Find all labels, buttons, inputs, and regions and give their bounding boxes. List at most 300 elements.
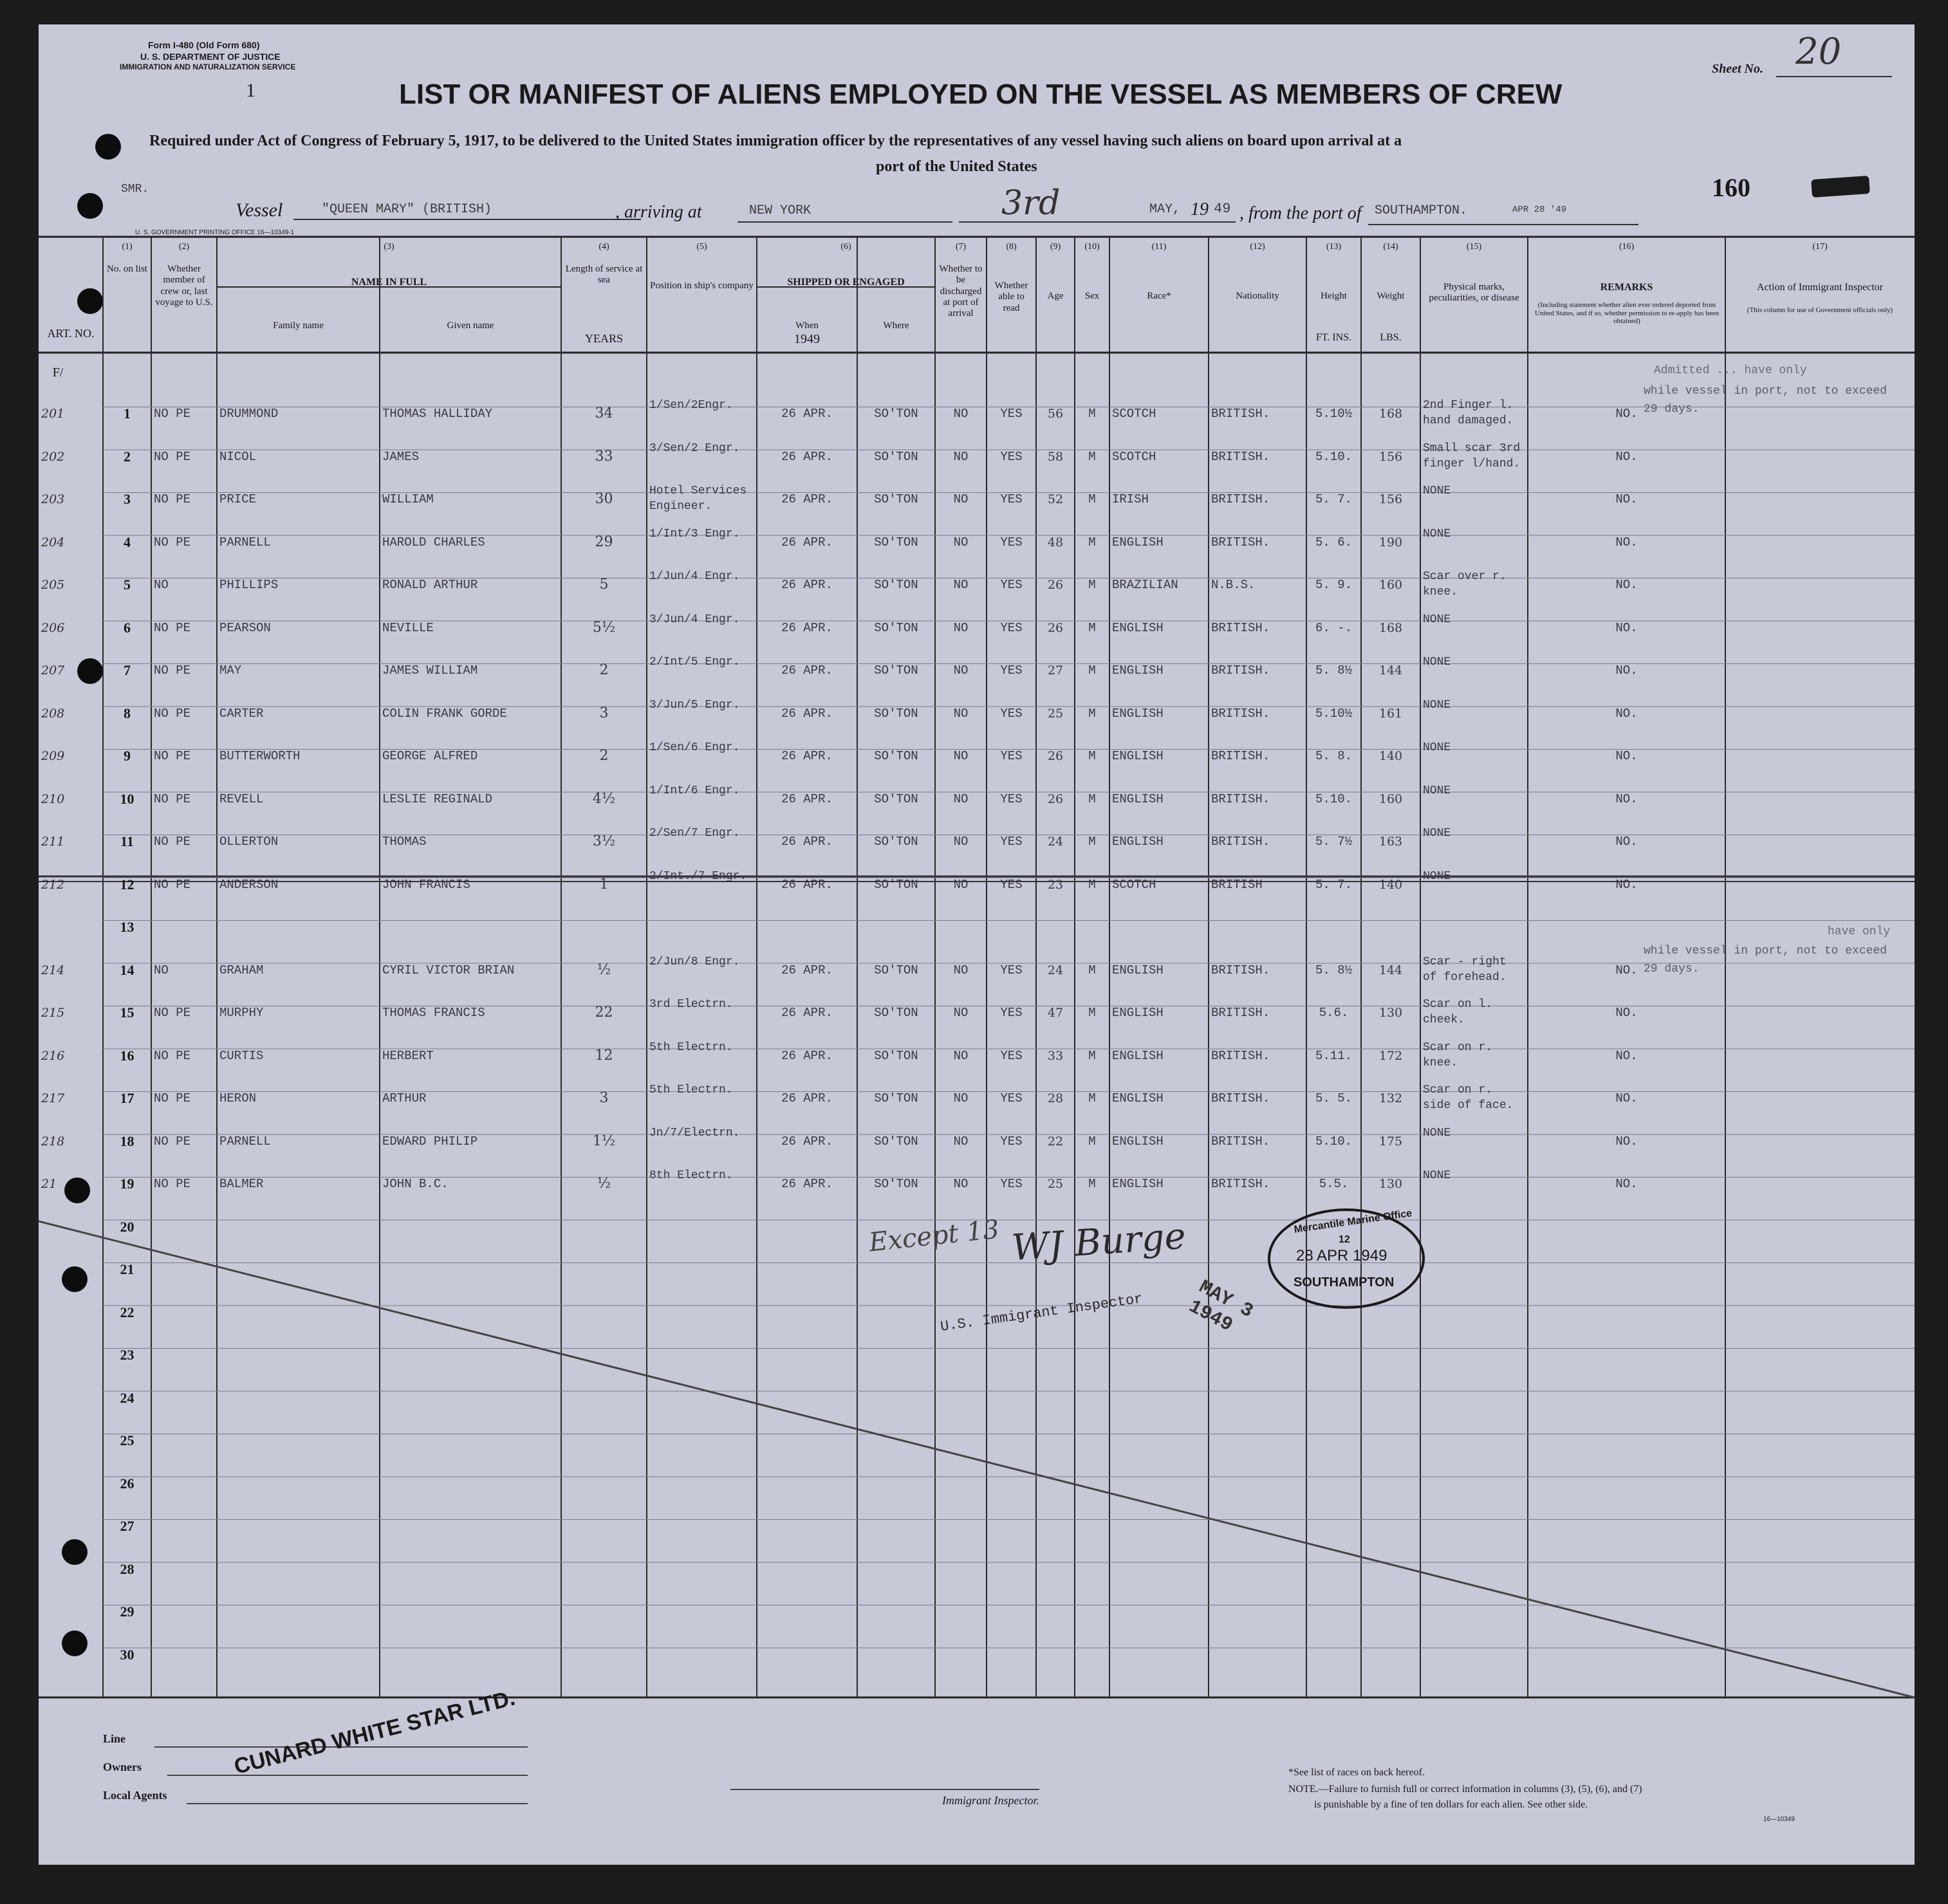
table-row xyxy=(39,441,1915,485)
table-row xyxy=(39,570,1915,613)
col-header-1: No. on list xyxy=(107,264,147,274)
cell-nat: BRITISH. xyxy=(1211,620,1270,635)
cell-where: SO'TON xyxy=(874,706,918,721)
from-label: , from the port of xyxy=(1239,203,1362,223)
cell-marks: Scar over r. knee. xyxy=(1423,570,1507,598)
cell-race: ENGLISH xyxy=(1112,835,1164,849)
cell-service: 34 xyxy=(595,405,613,421)
cell-disch: NO xyxy=(953,535,969,550)
cell-read: YES xyxy=(1000,449,1023,464)
cell-family: ANDERSON xyxy=(219,877,279,892)
cell-age: 47 xyxy=(1047,1006,1064,1020)
cell-where: SO'TON xyxy=(874,1048,918,1063)
cell-weight: 130 xyxy=(1378,1177,1403,1191)
shipped-year: 1949 xyxy=(794,332,820,346)
cell-crew: NO PE xyxy=(154,620,191,635)
cell-no: 4 xyxy=(124,533,131,550)
cell-read: YES xyxy=(1000,706,1023,721)
cell-family: PARNELL xyxy=(219,1134,271,1149)
cell-given: RONALD ARTHUR xyxy=(382,578,478,592)
cell-nat: N.B.S. xyxy=(1211,578,1256,592)
cell-service: 3 xyxy=(599,1090,609,1106)
cell-height: 5.10½ xyxy=(1315,407,1352,421)
cell-sex: M xyxy=(1088,1177,1096,1191)
cell-given: CYRIL VICTOR BRIAN xyxy=(382,963,515,977)
cell-nat: BRITISH. xyxy=(1211,1006,1270,1020)
cell-position: Jn/7/Electrn. xyxy=(649,1126,740,1140)
table-row xyxy=(39,1261,1915,1298)
cell-height: 5. 7. xyxy=(1315,492,1352,506)
action-note-2-top: have only xyxy=(1828,925,1891,938)
cell-marks: NONE xyxy=(1423,698,1451,712)
subtitle-line-1: Required under Act of Congress of February 5, 1917, to be delivered to the United States immigration officer by the representatives of any vessel having such aliens on board upon arrival at a xyxy=(149,133,1402,149)
arriving-value: NEW YORK xyxy=(749,203,812,218)
col-header-2: Whether member of crew or, last voyage to U.S. xyxy=(155,264,213,308)
cell-age: 26 xyxy=(1047,791,1064,806)
cell-family: REVELL xyxy=(219,791,264,806)
col-header-5: Length of service at sea xyxy=(565,264,643,286)
cell-crew: NO PE xyxy=(154,449,191,464)
col-num-9: (7) xyxy=(955,242,967,252)
table-row xyxy=(39,1126,1915,1170)
stamp-office: Mercantile Marine Office xyxy=(1293,1208,1413,1235)
cell-remarks: NO. xyxy=(1615,492,1638,506)
col-header-19: Action of Immigrant Inspector xyxy=(1757,282,1883,293)
cell-height: 5.11. xyxy=(1315,1048,1352,1063)
line-label: Line xyxy=(103,1732,126,1745)
col-num-6: (5) xyxy=(696,242,707,252)
cell-nat: BRITISH. xyxy=(1211,1177,1270,1191)
cell-family: BUTTERWORTH xyxy=(219,749,301,763)
cell-no: 18 xyxy=(120,1132,135,1149)
cell-no: 12 xyxy=(120,876,135,892)
cell-weight: 163 xyxy=(1378,835,1403,849)
cell-no: 16 xyxy=(120,1047,135,1064)
footer-form-code: 16—10349 xyxy=(1763,1816,1795,1823)
cell-position: 2/Sen/7 Engr. xyxy=(649,827,740,840)
cell-weight: 160 xyxy=(1378,791,1403,806)
cell-no: 25 xyxy=(120,1432,135,1448)
cell-remarks: NO. xyxy=(1615,663,1638,678)
cell-remarks: NO. xyxy=(1615,578,1638,592)
cell-race: IRISH xyxy=(1112,492,1149,506)
cell-when: 26 APR. xyxy=(781,1134,833,1149)
cell-where: SO'TON xyxy=(874,1091,918,1105)
cell-when: 26 APR. xyxy=(781,663,833,678)
cell-service: 1½ xyxy=(592,1132,616,1149)
cell-race: ENGLISH xyxy=(1112,1048,1164,1063)
stamp-place: SOUTHAMPTON xyxy=(1294,1275,1395,1289)
col-num-17: (15) xyxy=(1466,242,1482,252)
cell-height: 5. 8½ xyxy=(1315,963,1352,977)
page-title: LIST OR MANIFEST OF ALIENS EMPLOYED ON THE VESSEL AS MEMBERS OF CREW xyxy=(399,79,1563,110)
cell-art: 208 xyxy=(41,706,65,721)
cell-sex: M xyxy=(1088,1048,1096,1063)
cell-where: SO'TON xyxy=(874,578,918,592)
cell-no: 5 xyxy=(124,577,131,593)
cell-marks: NONE xyxy=(1423,485,1451,497)
cell-height: 5.5. xyxy=(1319,1177,1349,1191)
cell-service: 29 xyxy=(595,533,613,550)
cell-marks: NONE xyxy=(1423,656,1451,669)
given-name-header: Given name xyxy=(447,320,494,331)
cell-remarks: NO. xyxy=(1615,1091,1638,1105)
col-header-18: REMARKS xyxy=(1600,282,1653,293)
cell-family: BALMER xyxy=(219,1177,264,1191)
cell-crew: NO PE xyxy=(154,1048,191,1063)
cell-age: 26 xyxy=(1047,749,1064,763)
cell-no: 11 xyxy=(120,833,134,849)
cell-height: 5.10. xyxy=(1315,791,1352,806)
col-num-15: (13) xyxy=(1326,242,1342,252)
cell-no: 20 xyxy=(120,1218,135,1235)
cell-art: 217 xyxy=(41,1091,65,1105)
cell-read: YES xyxy=(1000,749,1023,763)
cell-age: 22 xyxy=(1047,1134,1064,1149)
cell-service: 3 xyxy=(599,705,609,721)
cell-service: 1 xyxy=(599,876,609,892)
cell-marks: NONE xyxy=(1423,827,1451,840)
cell-position: 1/Sen/6 Engr. xyxy=(649,741,740,754)
cell-height: 5.10½ xyxy=(1315,706,1352,721)
cell-family: CARTER xyxy=(219,706,264,721)
cell-sex: M xyxy=(1088,1134,1096,1149)
cell-weight: 175 xyxy=(1378,1134,1403,1149)
cell-height: 5. 7. xyxy=(1315,877,1352,892)
cell-crew: NO PE xyxy=(154,1091,191,1105)
cell-height: 5. 7½ xyxy=(1315,835,1352,849)
cell-no: 26 xyxy=(120,1475,135,1492)
page-number: 160 xyxy=(1712,173,1750,202)
cell-when: 26 APR. xyxy=(781,620,833,635)
cell-sex: M xyxy=(1088,877,1096,892)
cell-disch: NO xyxy=(953,963,969,977)
table-row xyxy=(39,827,1915,870)
cell-crew: NO PE xyxy=(154,407,191,421)
cell-service: 22 xyxy=(595,1004,613,1021)
cell-read: YES xyxy=(1000,492,1023,506)
cell-no: 14 xyxy=(120,961,135,978)
cell-disch: NO xyxy=(953,449,969,464)
cell-when: 26 APR. xyxy=(781,791,833,806)
cell-crew: NO PE xyxy=(154,663,191,678)
cell-position: 3/Sen/2 Engr. xyxy=(649,441,740,455)
footnote-penalty-1: NOTE.—Failure to furnish full or correct information in columns (3), (5), (6), and (7) xyxy=(1288,1784,1642,1795)
form-number: Form I-480 (Old Form 680) xyxy=(148,40,260,50)
cell-sex: M xyxy=(1088,1006,1096,1020)
cell-remarks: NO. xyxy=(1615,620,1638,635)
cell-nat: BRITISH. xyxy=(1211,492,1270,506)
cell-no: 7 xyxy=(124,662,131,678)
cell-disch: NO xyxy=(953,1177,969,1191)
cell-read: YES xyxy=(1000,620,1023,635)
cell-remarks: NO. xyxy=(1615,835,1638,849)
cell-given: GEORGE ALFRED xyxy=(382,749,478,763)
table-row xyxy=(39,1347,1915,1383)
smr-mark: SMR. xyxy=(121,183,149,196)
cell-marks: NONE xyxy=(1423,1169,1451,1182)
cell-race: ENGLISH xyxy=(1112,620,1164,635)
table-row xyxy=(39,998,1915,1041)
cell-height: 5.6. xyxy=(1319,1006,1349,1020)
cell-service: 33 xyxy=(595,448,613,465)
col-header-17: Physical marks, peculiarities, or disease xyxy=(1429,282,1519,304)
cell-sex: M xyxy=(1088,449,1096,464)
col-num-2: (2) xyxy=(178,242,190,252)
cell-sex: M xyxy=(1088,706,1096,721)
cell-race: BRAZILIAN xyxy=(1112,578,1178,592)
cell-no: 1 xyxy=(124,405,131,421)
cell-remarks: NO. xyxy=(1615,535,1638,550)
inspector-label: Immigrant Inspector. xyxy=(942,1794,1039,1807)
cell-no: 8 xyxy=(124,705,131,721)
cell-read: YES xyxy=(1000,877,1023,892)
col-num-11: (9) xyxy=(1050,242,1061,252)
cell-weight: 132 xyxy=(1378,1091,1403,1105)
cell-marks: Small scar 3rd finger l/hand. xyxy=(1423,441,1521,470)
cell-remarks: NO. xyxy=(1615,1006,1638,1020)
action-note-2: while vessel in port, not to exceed 29 days. xyxy=(1644,945,1888,975)
departure-date-stamp: APR 28 '49 xyxy=(1512,205,1567,215)
cell-read: YES xyxy=(1000,663,1023,678)
cell-art: 204 xyxy=(41,535,65,550)
cell-given: HERBERT xyxy=(382,1048,434,1063)
service-years-sub: YEARS xyxy=(584,332,623,345)
cell-marks: NONE xyxy=(1423,784,1451,797)
cell-given: THOMAS xyxy=(382,835,427,849)
cell-when: 26 APR. xyxy=(781,1048,833,1063)
table-row xyxy=(39,613,1915,656)
cell-given: EDWARD PHILIP xyxy=(382,1134,478,1149)
col-num-19: (17) xyxy=(1812,242,1828,252)
cell-when: 26 APR. xyxy=(781,1091,833,1105)
vessel-label: Vessel xyxy=(236,199,283,221)
cell-race: SCOTCH xyxy=(1112,877,1156,892)
cell-nat: BRITISH. xyxy=(1211,407,1270,421)
table-row xyxy=(39,1040,1915,1084)
cell-when: 26 APR. xyxy=(781,449,833,464)
cell-height: 5.10. xyxy=(1315,449,1352,464)
cell-no: 2 xyxy=(124,448,131,465)
cell-race: ENGLISH xyxy=(1112,749,1164,763)
cell-no: 17 xyxy=(120,1090,135,1106)
col-num-5: (4) xyxy=(598,242,609,252)
cell-age: 52 xyxy=(1047,492,1064,506)
subtitle-line-2: port of the United States xyxy=(876,158,1037,175)
cell-given: THOMAS FRANCIS xyxy=(382,1006,485,1020)
inspection-date-stamp: MAY 3 1949 xyxy=(1185,1276,1257,1337)
cell-age: 58 xyxy=(1047,449,1064,464)
cell-position: 5th Electrn. xyxy=(649,1040,733,1054)
cell-disch: NO xyxy=(953,877,969,892)
cell-weight: 172 xyxy=(1378,1048,1403,1063)
cell-race: SCOTCH xyxy=(1112,449,1156,464)
cell-position: 1/Sen/2Engr. xyxy=(649,399,733,412)
cell-given: ARTHUR xyxy=(382,1091,427,1105)
table-row xyxy=(39,1518,1915,1555)
col-header-6: Position in ship's company xyxy=(650,281,754,291)
cell-marks: NONE xyxy=(1423,869,1451,883)
cell-art: 211 xyxy=(41,835,65,849)
cell-service: 2 xyxy=(599,662,609,678)
cell-family: MAY xyxy=(219,663,242,678)
cell-position: 1/Jun/4 Engr. xyxy=(649,570,740,583)
cell-age: 25 xyxy=(1047,1177,1064,1191)
cell-disch: NO xyxy=(953,492,969,506)
cell-no: 22 xyxy=(120,1304,135,1320)
cell-weight: 140 xyxy=(1378,749,1403,763)
cell-no: 13 xyxy=(120,919,135,935)
col-header-14: Nationality xyxy=(1236,291,1279,301)
cell-where: SO'TON xyxy=(874,791,918,806)
cell-where: SO'TON xyxy=(874,1177,918,1191)
cell-position: 3rd Electrn. xyxy=(649,998,733,1011)
cell-marks: Scar on r. side of face. xyxy=(1423,1084,1514,1112)
cell-disch: NO xyxy=(953,1091,969,1105)
table-row xyxy=(39,1604,1915,1640)
cell-race: SCOTCH xyxy=(1112,407,1156,421)
cell-position: 5th Electrn. xyxy=(649,1084,733,1096)
cell-sex: M xyxy=(1088,663,1096,678)
cell-nat: BRITISH xyxy=(1211,877,1263,892)
cell-marks: Scar on r. knee. xyxy=(1423,1040,1493,1069)
cell-family: GRAHAM xyxy=(219,963,264,977)
cell-when: 26 APR. xyxy=(781,835,833,849)
cell-nat: BRITISH. xyxy=(1211,1091,1270,1105)
cell-when: 26 APR. xyxy=(781,492,833,506)
cell-no: 10 xyxy=(120,790,135,807)
cell-no: 29 xyxy=(120,1604,135,1620)
inspector-stamp: U.S. Immigrant Inspector xyxy=(939,1291,1144,1335)
cell-crew: NO PE xyxy=(154,1006,191,1020)
cell-crew: NO xyxy=(154,578,169,592)
cell-where: SO'TON xyxy=(874,1006,918,1020)
cell-position: 2/Jun/8 Engr. xyxy=(649,955,740,968)
cell-remarks: NO. xyxy=(1615,1048,1638,1063)
cell-sex: M xyxy=(1088,835,1096,849)
cell-art: 207 xyxy=(41,663,65,678)
cell-height: 5. 6. xyxy=(1315,535,1352,550)
cell-sex: M xyxy=(1088,620,1096,635)
agents-underline xyxy=(187,1803,528,1804)
cell-nat: BRITISH. xyxy=(1211,749,1270,763)
cell-race: ENGLISH xyxy=(1112,535,1164,550)
cell-given: JOHN FRANCIS xyxy=(382,877,470,892)
col-header-13: Race* xyxy=(1147,291,1171,301)
cell-sex: M xyxy=(1088,749,1096,763)
cell-position: 1/Int/3 Engr. xyxy=(649,527,740,541)
cell-read: YES xyxy=(1000,1134,1023,1149)
cell-read: YES xyxy=(1000,1006,1023,1020)
cell-crew: NO PE xyxy=(154,1134,191,1149)
table-row xyxy=(39,1432,1915,1469)
table-row xyxy=(39,919,1915,956)
cell-weight: 156 xyxy=(1378,449,1403,464)
cell-remarks: NO. xyxy=(1615,877,1638,892)
cell-family: PHILLIPS xyxy=(219,578,279,592)
cell-read: YES xyxy=(1000,1048,1023,1063)
col-num-12: (10) xyxy=(1084,242,1100,252)
cell-when: 26 APR. xyxy=(781,1177,833,1191)
cell-where: SO'TON xyxy=(874,877,918,892)
cell-given: THOMAS HALLIDAY xyxy=(382,407,493,421)
cell-crew: NO PE xyxy=(154,1177,191,1191)
when-header: When xyxy=(795,320,819,331)
cell-art: 210 xyxy=(41,791,65,806)
cell-remarks: NO. xyxy=(1615,963,1638,977)
cell-read: YES xyxy=(1000,1091,1023,1105)
cell-given: JAMES WILLIAM xyxy=(382,663,478,678)
cell-weight: 140 xyxy=(1378,877,1403,892)
cell-disch: NO xyxy=(953,663,969,678)
cell-crew: NO PE xyxy=(154,706,191,721)
cell-when: 26 APR. xyxy=(781,1006,833,1020)
vessel-value: "QUEEN MARY" (BRITISH) xyxy=(322,202,492,217)
cell-marks: 2nd Finger l. hand damaged. xyxy=(1423,399,1514,427)
cell-family: NICOL xyxy=(219,449,257,464)
cell-age: 24 xyxy=(1047,835,1064,849)
service: IMMIGRATION AND NATURALIZATION SERVICE xyxy=(120,62,296,71)
cell-weight: 161 xyxy=(1378,706,1403,721)
cell-family: PRICE xyxy=(219,492,257,506)
cell-art: 212 xyxy=(41,877,65,892)
cell-read: YES xyxy=(1000,535,1023,550)
cell-disch: NO xyxy=(953,407,969,421)
cell-where: SO'TON xyxy=(874,620,918,635)
cell-nat: BRITISH. xyxy=(1211,1048,1270,1063)
cell-position: 8th Electrn. xyxy=(649,1169,733,1182)
printing-office: U. S. GOVERNMENT PRINTING OFFICE 16—10349-1 xyxy=(135,229,295,236)
cell-when: 26 APR. xyxy=(781,877,833,892)
cell-race: ENGLISH xyxy=(1112,1177,1164,1191)
col-header-16: Weight xyxy=(1377,291,1405,301)
cell-height: 6. -. xyxy=(1315,620,1352,635)
cell-given: WILLIAM xyxy=(382,492,434,506)
cell-where: SO'TON xyxy=(874,1134,918,1149)
cell-race: ENGLISH xyxy=(1112,1091,1164,1105)
cell-sex: M xyxy=(1088,492,1096,506)
cell-marks: NONE xyxy=(1423,527,1451,541)
sheet-number: 20 xyxy=(1795,31,1842,73)
cell-disch: NO xyxy=(953,1006,969,1020)
cell-where: SO'TON xyxy=(874,963,918,977)
cell-given: JOHN B.C. xyxy=(382,1177,449,1191)
agent-stamp: CUNARD WHITE STAR LTD. xyxy=(232,1685,518,1779)
cell-age: 26 xyxy=(1047,578,1064,592)
cell-no: 9 xyxy=(124,748,131,764)
cell-sex: M xyxy=(1088,963,1096,977)
cell-no: 28 xyxy=(120,1560,135,1577)
cell-crew: NO PE xyxy=(154,492,191,506)
cell-art: 215 xyxy=(41,1006,65,1020)
cell-nat: BRITISH. xyxy=(1211,1134,1270,1149)
local-agents-label: Local Agents xyxy=(103,1789,167,1802)
height-sub: FT. INS. xyxy=(1315,332,1352,343)
cell-art: 216 xyxy=(41,1048,65,1063)
table-row xyxy=(39,1390,1915,1427)
cell-family: HERON xyxy=(219,1091,257,1105)
cell-no: 30 xyxy=(120,1646,135,1663)
col-num-3: (3) xyxy=(384,242,394,252)
cell-service: 4½ xyxy=(592,790,616,807)
cell-where: SO'TON xyxy=(874,535,918,550)
cell-service: ½ xyxy=(597,961,611,978)
cell-disch: NO xyxy=(953,620,969,635)
cell-nat: BRITISH. xyxy=(1211,449,1270,464)
cell-nat: BRITISH. xyxy=(1211,963,1270,977)
cell-when: 26 APR. xyxy=(781,749,833,763)
footnote-races: *See list of races on back hereof. xyxy=(1288,1767,1425,1778)
